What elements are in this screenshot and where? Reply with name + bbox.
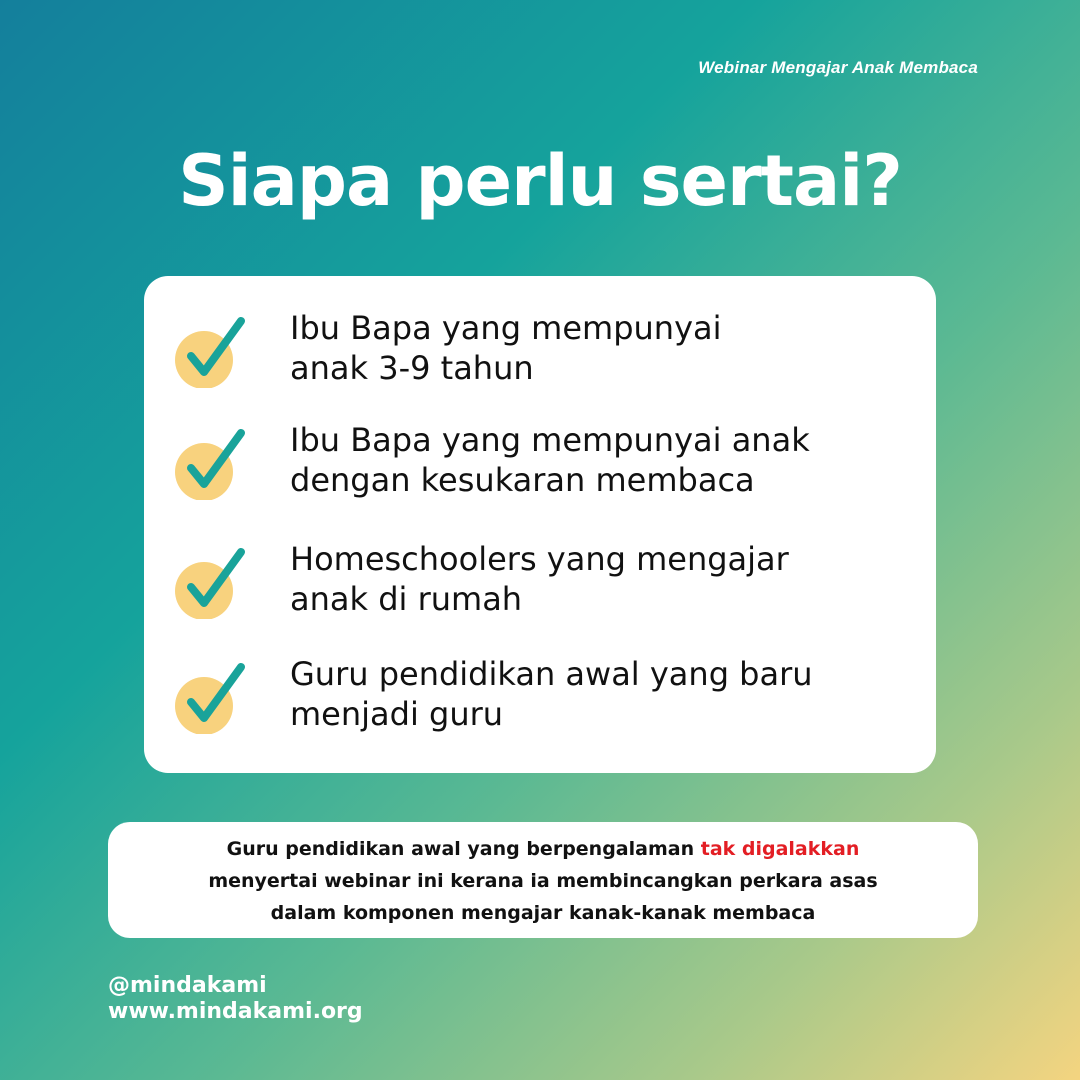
social-handle: @mindakami: [108, 973, 267, 998]
note-line-2: menyertai webinar ini kerana ia membincangkan perkara asas: [208, 870, 878, 892]
note-highlight: tak digalakkan: [700, 838, 860, 860]
webinar-tagline: Webinar Mengajar Anak Membaca: [698, 58, 978, 77]
checklist-item-text: Homeschoolers yang mengajar anak di rumah: [290, 540, 789, 618]
note-line-1-prefix: Guru pendidikan awal yang berpengalaman: [226, 838, 701, 860]
checkmark-icon: [174, 547, 246, 619]
website-link[interactable]: www.mindakami.org: [108, 999, 363, 1024]
note-line-3: dalam komponen mengajar kanak-kanak membaca: [270, 902, 816, 924]
checklist-item-text: Ibu Bapa yang mempunyai anak 3-9 tahun: [290, 309, 722, 387]
checklist-item-text: Guru pendidikan awal yang baru menjadi guru: [290, 655, 813, 733]
checkmark-icon: [174, 428, 246, 500]
advisory-note: [108, 822, 978, 938]
advisory-note-text: [108, 822, 978, 929]
checkmark-icon: [174, 316, 246, 388]
checkmark-icon: [174, 662, 246, 734]
checklist-item-text: Ibu Bapa yang mempunyai anak dengan kesukaran membaca: [290, 421, 810, 499]
audience-checklist-card: [144, 276, 936, 773]
page-title: Siapa perlu sertai?: [178, 140, 902, 222]
